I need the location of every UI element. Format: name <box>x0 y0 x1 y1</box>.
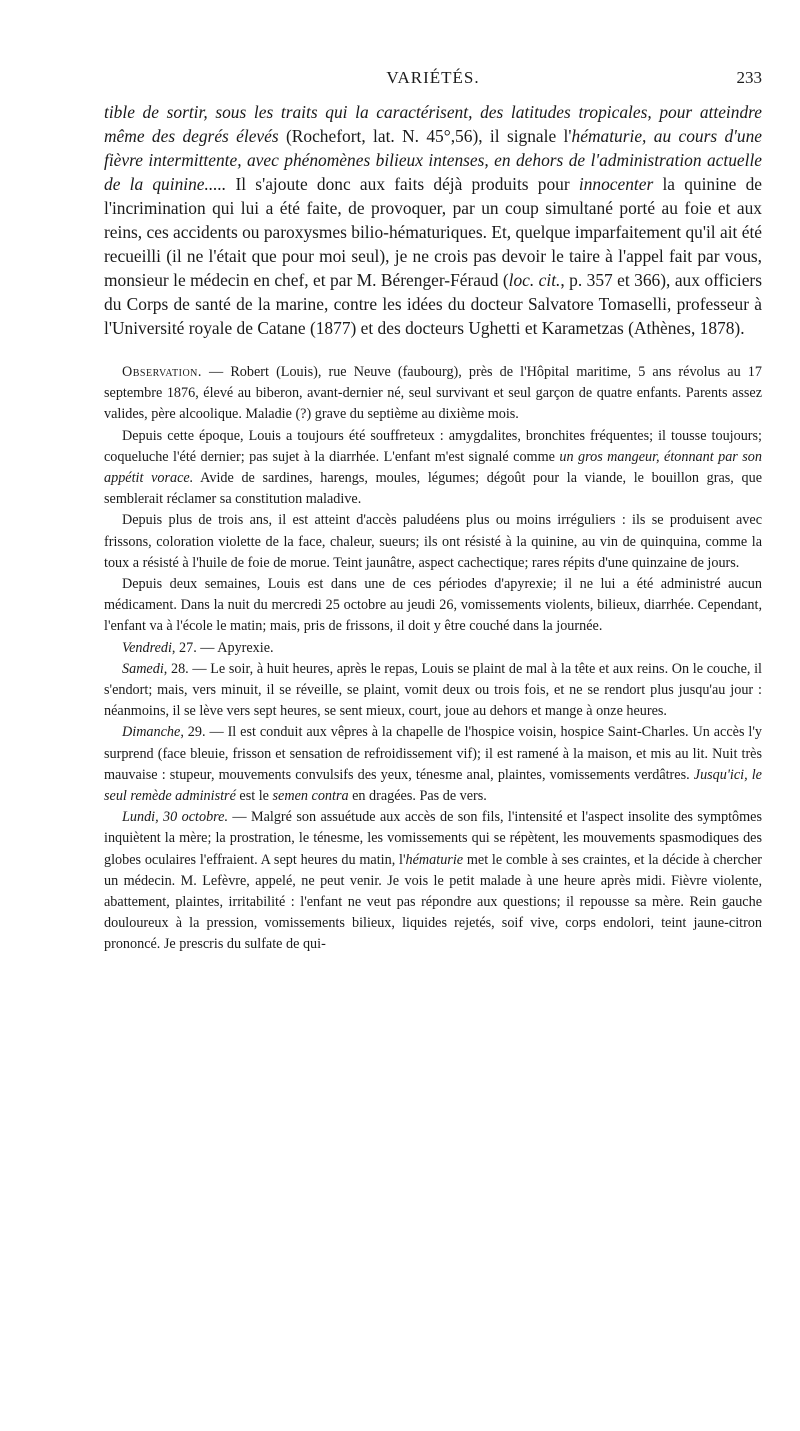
observation-friday-paragraph <box>104 638 762 659</box>
day-saturday: Samedi <box>122 660 164 677</box>
observation-history-paragraph <box>104 426 762 511</box>
page-number: 233 <box>736 68 762 87</box>
day-friday: Vendredi <box>122 639 172 656</box>
obs8-italic-b: hématurie <box>405 851 464 868</box>
observation-monday-paragraph <box>104 807 762 955</box>
obs7-text-c: est le <box>235 788 273 805</box>
intro-paragraph <box>104 100 762 340</box>
p1-italic-e: innocenter <box>578 174 654 194</box>
obs2-text-c: Avide de sardines, harengs, moules, légumes; dégoût pour la viande, le bouillon gras, que semblerait réclamer sa constitution maladive. <box>104 470 762 508</box>
p1-italic-g: loc. cit. <box>508 270 561 290</box>
obs7-text-e: en dragées. Pas de vers. <box>348 788 487 805</box>
p1-text-h: , p. 357 et 366), aux officiers du Corps de santé de la marine, contre les idées du docteur Salvatore Tomaselli, professeur à l'Université royale de Catane (1877) et des docteurs Ughetti et Karametzas (Athènes, 1878). <box>104 270 762 338</box>
obs7-italic-d: semen contra <box>272 788 349 805</box>
obs6-text: , 28. — Le soir, à huit heures, après le repas, Louis se plaint de mal à la tête et aux reins. On le couche, il s'endort; mais, vers minuit, il se réveille, se plaint, vomit deux ou trois fois, et ne se rendort plus jusqu'au jour : néanmoins, il se lève vers sept heures, se sent mieux, court, joue au dehors et mange à onze heures. <box>104 660 762 720</box>
obs5-text: , 27. — Apyrexie. <box>171 639 274 656</box>
page-header <box>104 68 762 94</box>
observation-apyrexia-paragraph: Depuis deux semaines, Louis est dans une de ces périodes d'apyrexie; il ne lui a été administré aucun médicament. Dans la nuit du mercredi 25 octobre au jeudi 26, vomissements violents, bilieux, diarrhée. Cependant, l'enfant va à l'école le matin; mais, pris de frissons, il doit y être couché dans la journée. <box>104 576 762 635</box>
obs7-text-a: , 29. — Il est conduit aux vêpres à la chapelle de l'hospice voisin, hospice Saint-Charles. Un accès l'y surprend (face bleuie, frisson et sensation de refroidissement vif); il est ramené à la maison, et mis au lit. Nuit très mauvaise : stupeur, mouvements convulsifs des yeux, ténesme anal, plaintes, vomissements verdâtres. <box>104 724 762 783</box>
p1-text-b: (Rochefort, lat. N. 45°,56), il signale l' <box>278 126 572 146</box>
p1-text-f: la quinine de l'incrimination qui lui a été faite, de provoquer, par un coup simultané porté au foie et aux reins, ces accidents ou paroxysmes bilio-hématuriques. Et, quelque imparfaitement qu'il ait été recueilli (il ne l'était que pour moi seul), je ne crois pas devoir le taire à l'appel fait par vous, monsieur le médecin en chef, et par M. Bérenger-Féraud ( <box>104 174 762 290</box>
p1-text-d: Il s'ajoute donc aux faits déjà produits pour <box>226 174 579 194</box>
obs2-italic-b: un gros mangeur, étonnant par son appétit vorace. <box>104 448 762 487</box>
observation-sunday-paragraph <box>104 722 762 807</box>
body-text <box>104 100 762 956</box>
obs2-text-a: Depuis cette époque, Louis a toujours été souffreteux : amygdalites, bronchites fréquentes; il tousse toujours; coqueluche l'été dernier; pas sujet à la diarrhée. L'enfant m'est signalé comme <box>104 427 762 465</box>
obs8-text-a: — Malgré son assuétude aux accès de son fils, l'intensité et l'aspect insolite des symptômes inquiètent la mère; la prostration, le ténesme, les vomissements qui se répètent, les mouvements spasmodiques des globes oculaires l'effraient. A sept heures du matin, l' <box>104 809 762 868</box>
obs8-text-c: met le comble à ses craintes, et la décide à chercher un médecin. M. Lefèvre, appelé, ne peut venir. Je vois le petit malade à une heure après midi. Fièvre violente, abattement, plaintes, irritabilité : l'enfant ne veut pas répondre aux questions; il repousse sa mère. Rein gauche douloureux à la pression, vomissements bilieux, liquides rejetés, soif vive, corps endolori, teint jaune-citron prononcé. Je prescris du sulfate de qui- <box>104 851 762 953</box>
obs7-italic-b: Jusqu'ici, le seul remède administré <box>104 766 762 805</box>
observation-malaria-paragraph: Depuis plus de trois ans, il est atteint d'accès paludéens plus ou moins irréguliers : ils se produisent avec frissons, coloration violette de la face, chaleur, sueurs; ils ont résisté à la quinine, au vin de quinquina, comme la toux a résisté à l'huile de foie de morue. Teint jaunâtre, aspect cachectique; rares répits d'une quinzaine de jours. <box>104 512 762 571</box>
running-title: VARIÉTÉS. <box>386 68 480 87</box>
p1-italic-a: tible de sortir, sous les traits qui la caractérisent, des latitudes tropicales, pour atteindre même des degrés élevés <box>104 102 762 146</box>
observation-label: Observation. <box>122 364 202 380</box>
observation-saturday-paragraph <box>104 659 762 723</box>
day-monday: Lundi, 30 octobre. <box>122 809 228 826</box>
observation-intro-text: — Robert (Louis), rue Neuve (faubourg), près de l'Hôpital maritime, 5 ans révolus au 17 septembre 1876, élevé au biberon, avant-dernier né, seul survivant et seul garçon de quatre enfants. Parents assez valides, père alcoolique. Maladie (?) grave du septième au dixième mois. <box>104 364 762 423</box>
day-sunday: Dimanche <box>122 724 181 741</box>
observation-header-paragraph <box>104 362 762 426</box>
p1-italic-c: hématurie, au cours d'une fièvre intermittente, avec phénomènes bilieux intenses, en dehors de l'administration actuelle de la quinine..... <box>104 126 763 194</box>
